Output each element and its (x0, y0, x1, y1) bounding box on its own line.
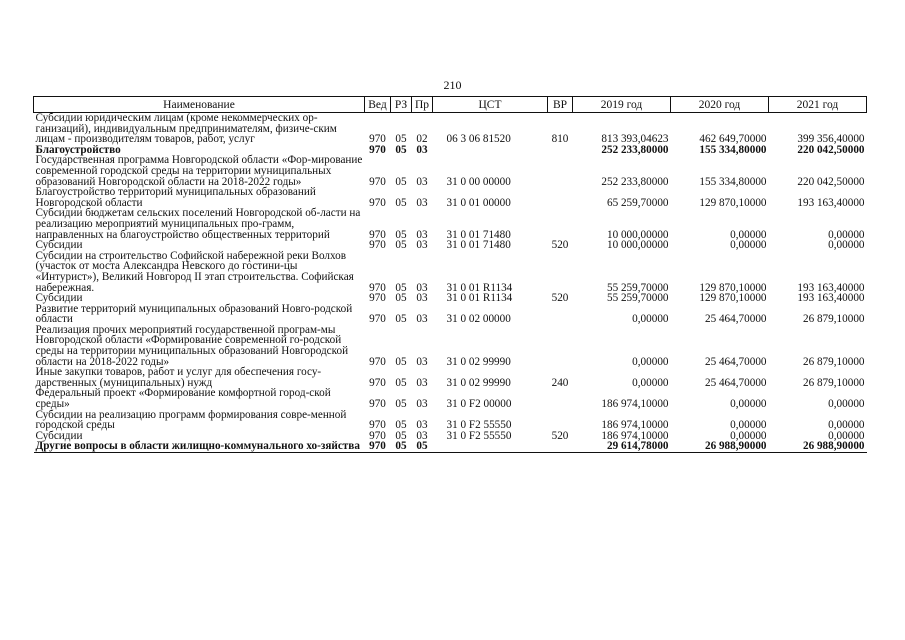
cell-2020: 0,00000 (730, 419, 767, 432)
cell-2020: 25 464,70000 (704, 355, 767, 368)
cell-2019: 10 000,00000 (606, 228, 669, 241)
cell-2019: 10 000,00000 (606, 239, 669, 252)
cell-2019: 813 393,04623 (601, 133, 669, 146)
cell-2020: 129 870,10000 (699, 292, 767, 305)
table-row (34, 208, 867, 240)
cell-2019: 0,00000 (632, 376, 669, 389)
cell-cst: 31 0 01 00000 (446, 196, 511, 209)
cell-cst: 31 0 F2 55550 (446, 429, 512, 442)
cell-2021: 193 163,40000 (797, 281, 865, 294)
cell-cst: 31 0 02 00000 (446, 313, 511, 326)
cell-pr: 03 (416, 175, 428, 188)
cell-2021: 193 163,40000 (797, 196, 865, 209)
cell-2019: 252 233,80000 (601, 175, 669, 188)
cell-rz: 05 (395, 239, 407, 252)
page-number: 210 (443, 78, 462, 92)
cell-2020: 155 334,80000 (699, 143, 767, 156)
cell-ved: 970 (369, 355, 386, 368)
cell-cst: 31 0 01 R1134 (446, 292, 513, 305)
cell-2020: 26 988,90000 (671, 441, 769, 452)
cell-rz: 05 (395, 281, 407, 294)
cell-name: Федеральный проект «Формирование комфортной город-ской среды» (35, 387, 331, 411)
cell-ved: 970 (369, 376, 386, 389)
cell-rz: 05 (391, 441, 412, 452)
budget-table (33, 96, 867, 453)
cell-name: Иные закупки товаров, работ и услуг для обеспечения госу-дарственных (муниципальных) нужд (35, 366, 322, 389)
cell-name: Субсидии (35, 292, 83, 305)
cell-ved: 970 (369, 239, 386, 252)
cell-pr: 03 (416, 398, 428, 411)
cell-ved: 970 (369, 429, 386, 442)
cell-2021: 26 879,10000 (802, 376, 865, 389)
cell-2019: 29 614,78000 (573, 441, 671, 452)
cell-rz: 05 (395, 313, 407, 326)
cell-cst: 06 3 06 81520 (446, 133, 511, 146)
header-ved: Вед (365, 97, 391, 113)
cell-name: Субсидии бюджетам сельских поселений Новгородской об-ласти на реализацию мероприятий муниципальных про-грамм, направленных на благоустройство общественных территорий (35, 207, 361, 241)
cell-ved: 970 (369, 281, 386, 294)
cell-cst (433, 441, 548, 452)
cell-2020: 0,00000 (730, 228, 767, 241)
cell-cst: 31 0 F2 00000 (446, 398, 512, 411)
table-row (34, 441, 867, 452)
table-body (34, 113, 867, 453)
cell-pr: 03 (416, 228, 428, 241)
cell-2019: 0,00000 (632, 313, 669, 326)
cell-name: Субсидии (35, 239, 83, 252)
cell-2020: 129 870,10000 (699, 196, 767, 209)
cell-2021: 0,00000 (828, 239, 865, 252)
cell-cst: 31 0 02 99990 (446, 376, 511, 389)
cell-2020: 0,00000 (730, 429, 767, 442)
table-row (34, 155, 867, 187)
cell-2020: 25 464,70000 (704, 376, 767, 389)
cell-2020: 155 334,80000 (699, 175, 767, 188)
cell-vr (548, 388, 573, 409)
cell-2021: 0,00000 (828, 419, 865, 432)
cell-ved: 970 (369, 133, 386, 146)
cell-vr: 520 (551, 292, 569, 305)
cell-cst: 31 0 01 71480 (446, 228, 511, 241)
cell-vr (548, 325, 573, 367)
cell-ved: 970 (369, 398, 386, 411)
cell-ved: 970 (369, 419, 386, 432)
cell-name: Субсидии на строительство Софийской набережной реки Волхов (участок от моста Александра Невского до гостини-цы «Интурист»), Великий Новгород II этап строительства. Софийская набережная. (35, 249, 354, 294)
cell-name: Другие вопросы в области жилищно-коммунального хо-зяйства (34, 441, 365, 452)
header-pr: Пр (412, 97, 433, 113)
cell-rz: 05 (395, 196, 407, 209)
cell-cst: 31 0 01 R1134 (446, 281, 513, 294)
cell-rz: 05 (395, 355, 407, 368)
cell-vr (548, 251, 573, 293)
table-row (34, 367, 867, 388)
cell-name: Развитие территорий муниципальных образований Новго-родской области (35, 302, 353, 326)
cell-pr: 03 (416, 196, 428, 209)
cell-2020: 25 464,70000 (704, 313, 767, 326)
cell-vr: 240 (551, 376, 569, 389)
cell-2021: 0,00000 (828, 398, 865, 411)
cell-vr (548, 145, 573, 156)
cell-pr: 03 (416, 313, 428, 326)
cell-name: Субсидии на реализацию программ формирования совре-менной городской среды (35, 408, 347, 432)
cell-vr: 810 (551, 133, 569, 146)
header-name: Наименование (34, 97, 365, 113)
cell-pr: 03 (416, 355, 428, 368)
cell-2019: 252 233,80000 (601, 143, 669, 156)
cell-cst: 31 0 F2 55550 (446, 419, 512, 432)
cell-2020: 0,00000 (730, 398, 767, 411)
header-cst: ЦСТ (433, 97, 548, 113)
cell-pr: 03 (416, 239, 428, 252)
cell-cst: 31 0 01 71480 (446, 239, 511, 252)
cell-pr: 03 (416, 281, 428, 294)
cell-2019: 65 259,70000 (606, 196, 669, 209)
cell-2021: 399 356,40000 (797, 133, 865, 146)
cell-rz: 05 (395, 143, 407, 156)
cell-cst: 31 0 02 99990 (446, 355, 511, 368)
cell-name: Благоустройство территорий муниципальных образований Новгородской области (35, 186, 316, 209)
cell-rz: 05 (395, 376, 407, 389)
cell-pr: 03 (416, 292, 428, 305)
cell-rz: 05 (395, 419, 407, 432)
cell-2020: 129 870,10000 (699, 281, 767, 294)
cell-rz: 05 (395, 429, 407, 442)
cell-2021: 26 879,10000 (802, 355, 865, 368)
table-row (34, 388, 867, 409)
table-row (34, 325, 867, 367)
table-row (34, 251, 867, 293)
cell-ved: 970 (369, 313, 386, 326)
cell-vr (548, 208, 573, 240)
header-2019: 2019 год (573, 97, 671, 113)
cell-rz: 05 (395, 398, 407, 411)
cell-2021: 220 042,50000 (797, 175, 865, 188)
cell-name: Субсидии (35, 429, 83, 442)
cell-2020: 0,00000 (730, 239, 767, 252)
table-header-row (34, 97, 867, 113)
cell-name: Субсидии юридическим лицам (кроме некоммерческих ор-ганизаций), индивидуальным предпринимателям, физиче-ским лицам - производителям товаров, работ, услуг (35, 112, 337, 146)
header-rz: РЗ (391, 97, 412, 113)
cell-ved: 970 (369, 175, 386, 188)
cell-ved: 970 (365, 441, 391, 452)
cell-vr (548, 441, 573, 452)
cell-2019: 186 974,10000 (601, 398, 669, 411)
cell-2019: 186 974,10000 (601, 429, 669, 442)
cell-rz: 05 (395, 292, 407, 305)
cell-vr (548, 410, 573, 431)
cell-vr: 520 (551, 429, 569, 442)
cell-vr (548, 187, 573, 208)
table-row (34, 410, 867, 431)
cell-name: Благоустройство (35, 143, 121, 156)
cell-pr: 03 (416, 143, 428, 156)
cell-name: Государственная программа Новгородской области «Фор-мирование современной городской среды на территории муниципальных образований Новгородской области на 2018-2022 годы» (35, 154, 363, 188)
cell-2020: 462 649,70000 (699, 133, 767, 146)
cell-name: Реализация прочих мероприятий государственной програм-мы Новгородской области «Формирование современной го-родской среды на территории муниципальных образований Новгородской области на 2018-2022 годы» (35, 323, 349, 368)
cell-cst: 31 0 00 00000 (446, 175, 511, 188)
cell-vr (548, 155, 573, 187)
cell-2021: 0,00000 (828, 429, 865, 442)
table-row (34, 304, 867, 325)
table-row (34, 187, 867, 208)
cell-cst (433, 145, 548, 156)
cell-rz: 05 (395, 175, 407, 188)
cell-2019: 55 259,70000 (606, 281, 669, 294)
cell-2021: 193 163,40000 (797, 292, 865, 305)
cell-2019: 0,00000 (632, 355, 669, 368)
cell-vr: 520 (551, 239, 569, 252)
cell-rz: 05 (395, 228, 407, 241)
header-2020: 2020 год (671, 97, 769, 113)
cell-2019: 55 259,70000 (606, 292, 669, 305)
header-2021: 2021 год (769, 97, 867, 113)
table-row (34, 113, 867, 145)
cell-ved: 970 (369, 143, 386, 156)
cell-rz: 05 (395, 133, 407, 146)
cell-ved: 970 (369, 228, 386, 241)
cell-pr: 03 (416, 419, 428, 432)
cell-pr: 02 (416, 133, 428, 146)
cell-2019: 186 974,10000 (601, 419, 669, 432)
cell-2021: 0,00000 (828, 228, 865, 241)
cell-ved: 970 (369, 292, 386, 305)
cell-2021: 26 879,10000 (802, 313, 865, 326)
header-vr: ВР (548, 97, 573, 113)
cell-vr (548, 304, 573, 325)
cell-ved: 970 (369, 196, 386, 209)
cell-pr: 05 (412, 441, 433, 452)
cell-2021: 26 988,90000 (769, 441, 867, 452)
cell-pr: 03 (416, 376, 428, 389)
cell-2021: 220 042,50000 (797, 143, 865, 156)
cell-pr: 03 (416, 429, 428, 442)
